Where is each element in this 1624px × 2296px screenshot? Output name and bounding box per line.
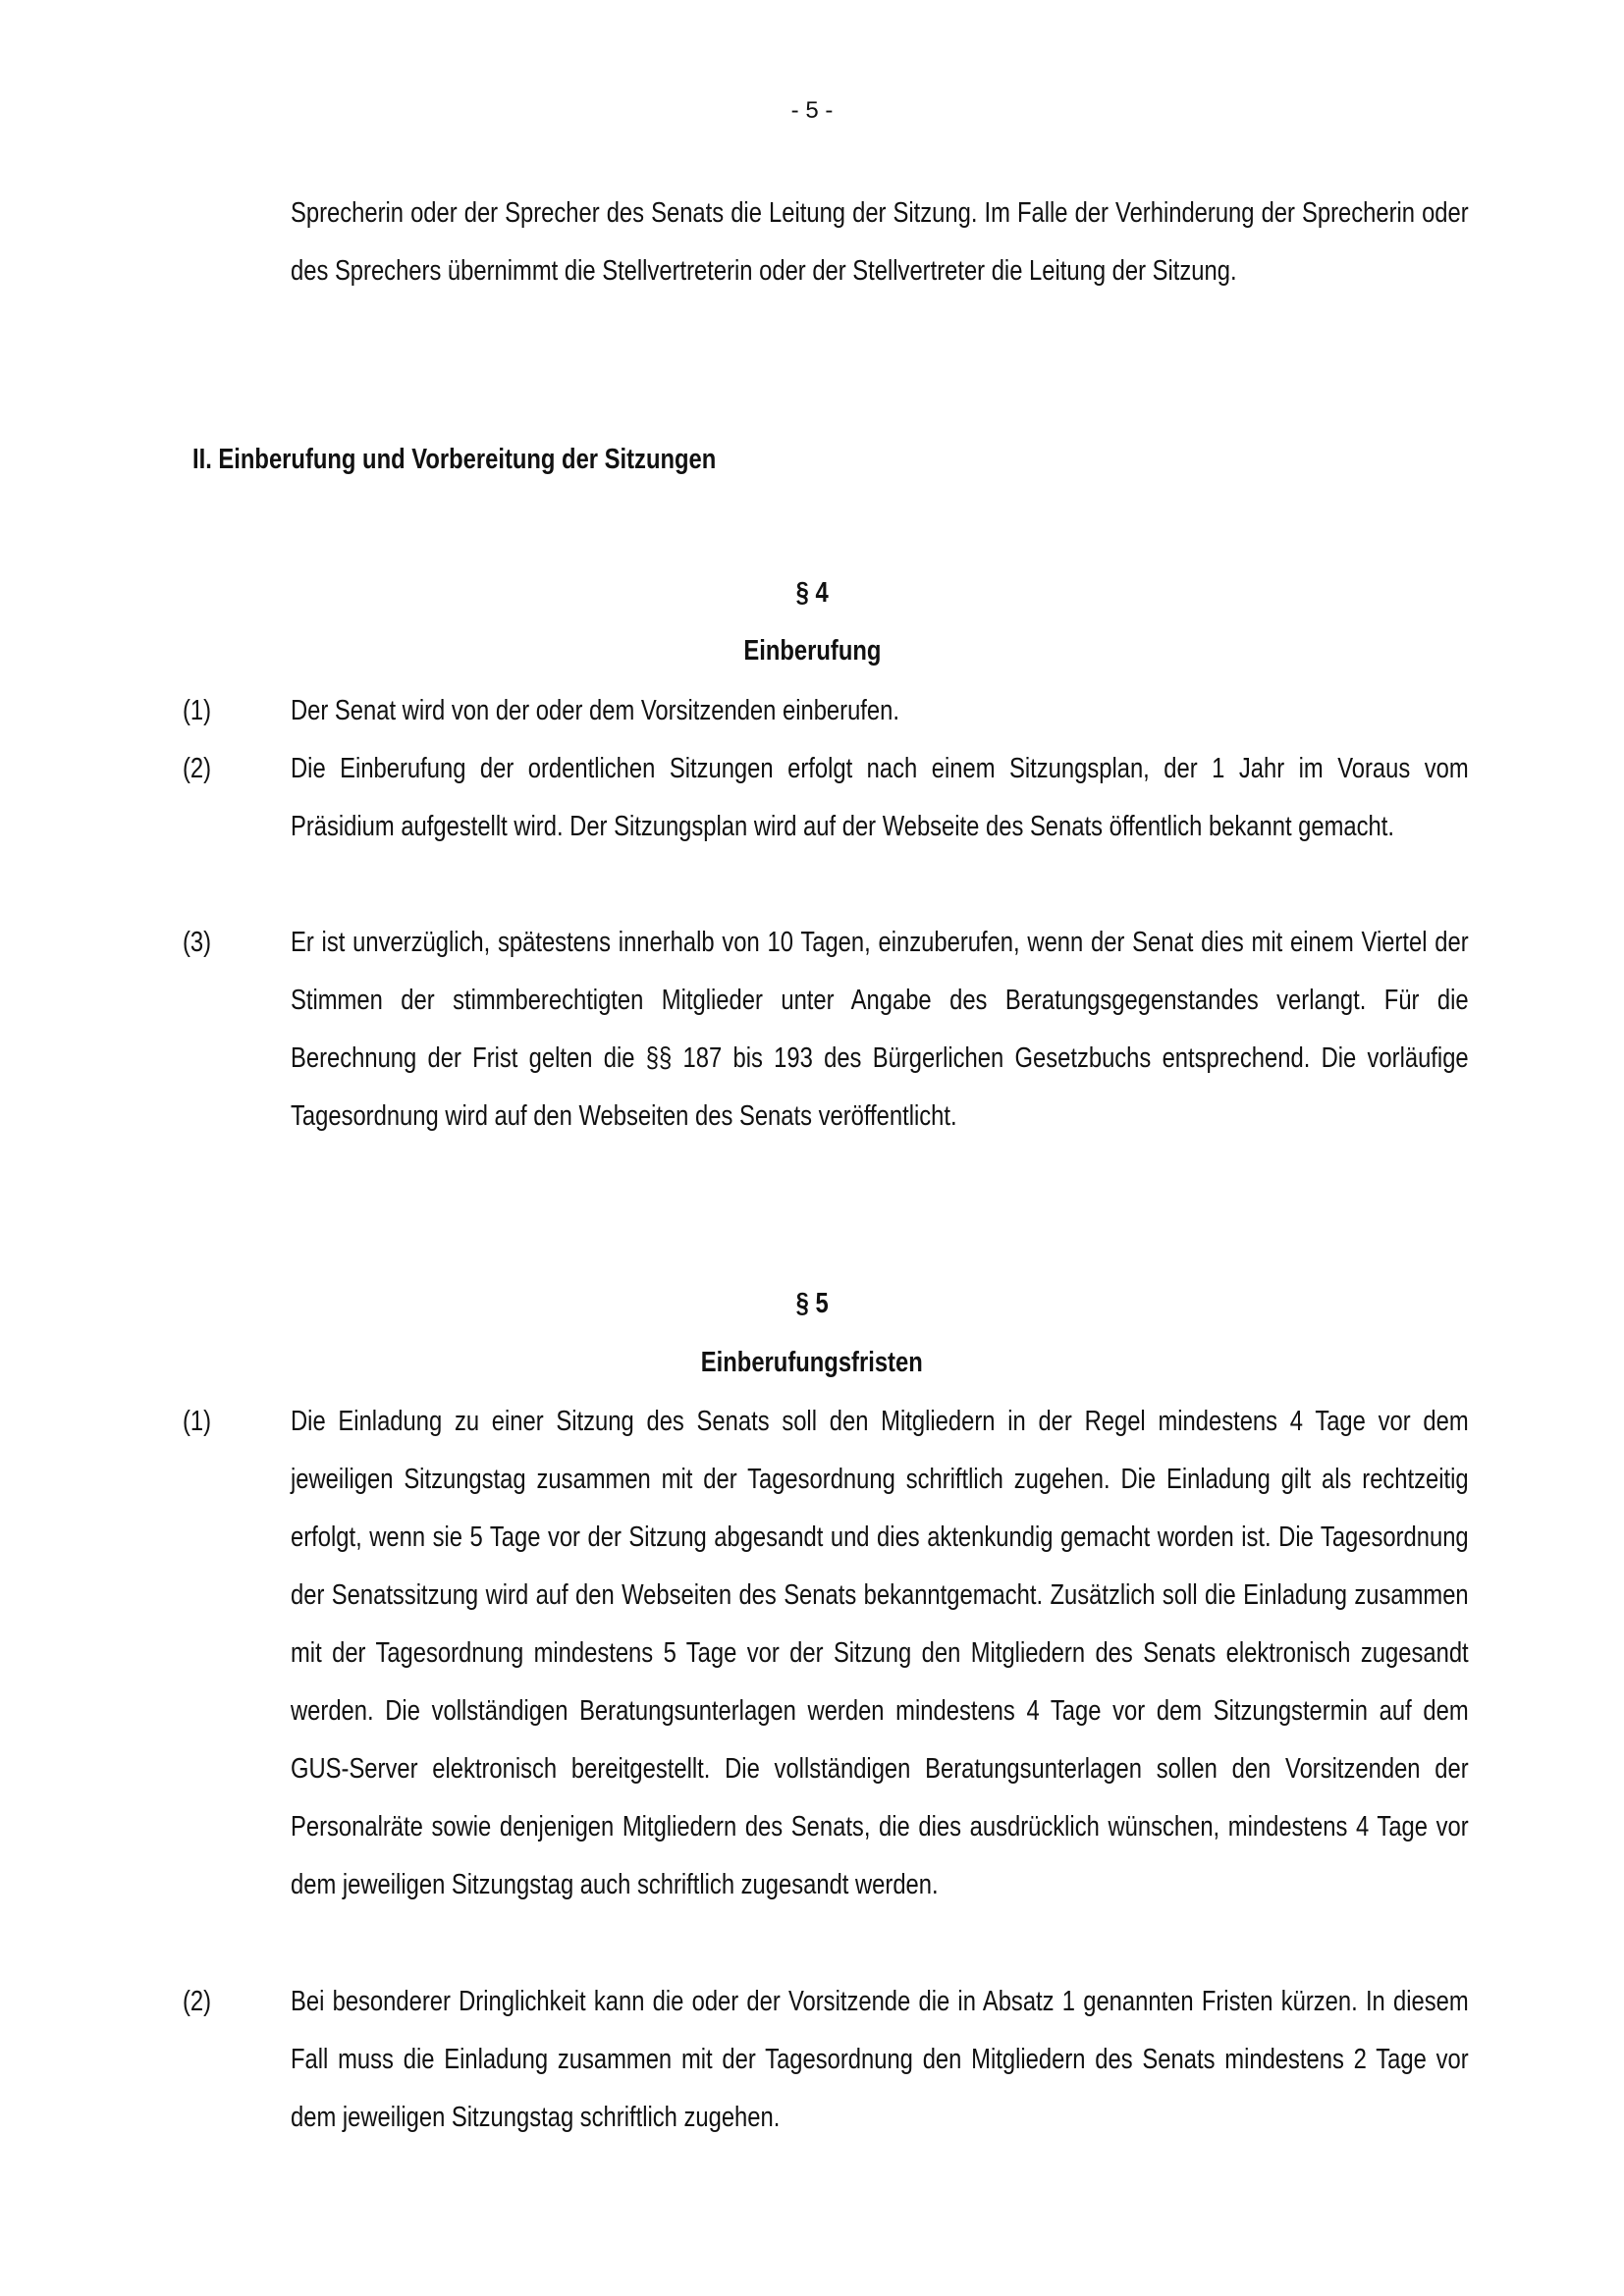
- page-number: - 5 -: [790, 97, 834, 124]
- clause-text: Die Einberufung der ordentlichen Sitzungen erfolgt nach einem Sitzungsplan, der 1 Jahr im Voraus vom Präsidium aufgestellt wird. Der Sitzungsplan wird auf der Webseite des Senats öffentlich bekannt gemacht.: [291, 753, 1469, 842]
- clause-number: (2): [183, 753, 212, 784]
- section-heading: II. Einberufung und Vorbereitung der Sitzungen: [192, 444, 717, 475]
- clause-number: (1): [183, 695, 212, 726]
- clause-number: (2): [183, 1986, 212, 2017]
- paragraph-4-title: Einberufung: [742, 635, 882, 667]
- paragraph-5-symbol: § 5: [795, 1288, 829, 1319]
- clause-text: Die Einladung zu einer Sitzung des Senats soll den Mitgliedern in der Regel mindestens 4 Tage vor dem jeweiligen Sitzungstag zusammen mit der Tagesordnung schriftlich zugehen. Die Einladung gilt als rechtzeitig erfolgt, wenn sie 5 Tage vor der Sitzung abgesandt und dies aktenkundig gemacht worden ist. Die Tagesordnung der Senatssitzung wird auf den Webseiten des Senats bekanntgemacht. Zusätzlich soll die Einladung zusammen mit der Tagesordnung mindestens 5 Tage vor der Sitzung den Mitgliedern des Senats elektronisch zugesandt werden. Die vollständigen Beratungsunterlagen werden mindestens 4 Tage vor dem Sitzungstermin auf dem GUS-Server elektronisch bereitgestellt. Die vollständigen Beratungsunterlagen sollen den Vorsitzenden der Personalräte sowie denjenigen Mitgliedern des Senats, die dies ausdrücklich wünschen, mindestens 4 Tage vor dem jeweiligen Sitzungstag auch schriftlich zugesandt werden.: [291, 1406, 1469, 1900]
- clause-text: Er ist unverzüglich, spätestens innerhalb von 10 Tagen, einzuberufen, wenn der Senat dies mit einem Viertel der Stimmen der stimmberechtigten Mitglieder unter Angabe des Beratungsgegenstandes verlangt. Für die Berechnung der Frist gelten die §§ 187 bis 193 des Bürgerlichen Gesetzbuchs entsprechend. Die vorläufige Tagesordnung wird auf den Webseiten des Senats veröffentlicht.: [291, 927, 1469, 1132]
- clause-text: Der Senat wird von der oder dem Vorsitzenden einberufen.: [291, 695, 899, 726]
- paragraph-4-symbol: § 4: [795, 577, 829, 609]
- clause-text: Bei besonderer Dringlichkeit kann die oder der Vorsitzende die in Absatz 1 genannten Fristen kürzen. In diesem Fall muss die Einladung zusammen mit der Tagesordnung den Mitgliedern des Senats mindestens 2 Tage vor dem jeweiligen Sitzungstag schriftlich zugehen.: [291, 1986, 1469, 2133]
- intro-paragraph: Sprecherin oder der Sprecher des Senats die Leitung der Sitzung. Im Falle der Verhinderung der Sprecherin oder des Sprechers übernimmt die Stellvertreterin oder der Stellvertreter die Leitung der Sitzung.: [291, 197, 1469, 287]
- clause-number: (3): [183, 927, 212, 958]
- clause-number: (1): [183, 1406, 212, 1437]
- paragraph-5-title: Einberufungsfristen: [701, 1347, 923, 1378]
